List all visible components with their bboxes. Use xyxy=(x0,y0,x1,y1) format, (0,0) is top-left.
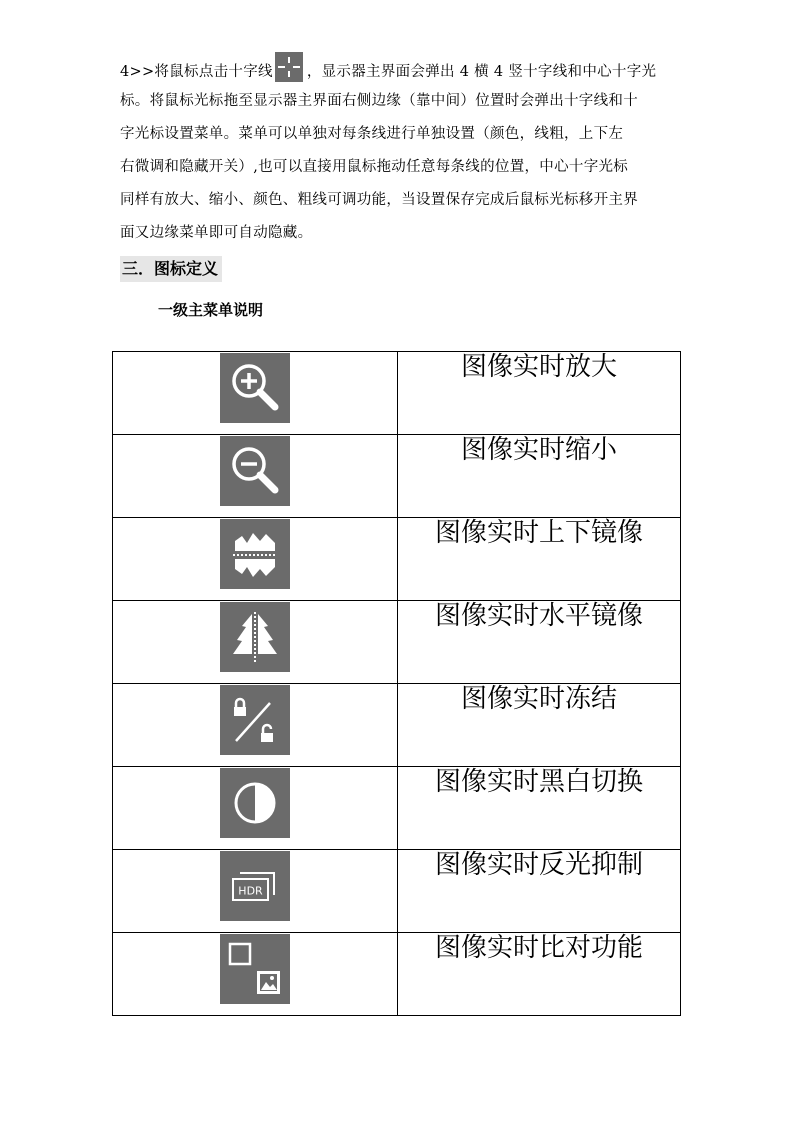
horizontal-mirror-icon xyxy=(220,602,290,672)
description-paragraph xyxy=(120,52,675,250)
paragraph-line-6: 面又边缘菜单即可自动隐藏。 xyxy=(120,225,313,241)
table-row xyxy=(113,352,681,435)
icon-label: 图像实时比对功能 xyxy=(398,933,681,1016)
icon-definition-table xyxy=(112,351,681,1016)
icon-label: 图像实时上下镜像 xyxy=(398,518,681,601)
paragraph-line-5: 同样有放大、缩小、颜色、粗线可调功能，当设置保存完成后鼠标光标移开主界 xyxy=(120,192,638,208)
table-row xyxy=(113,601,681,684)
paragraph-line-1: 4>>将鼠标点击十字线 ，显示器主界面会弹出 4 横 4 竖十字线和中心十字光 xyxy=(120,52,675,85)
hdr-text: HDR xyxy=(238,884,263,898)
icon-label: 图像实时反光抑制 xyxy=(398,850,681,933)
table-row xyxy=(113,518,681,601)
icon-label: 图像实时黑白切换 xyxy=(398,767,681,850)
icon-label: 图像实时水平镜像 xyxy=(398,601,681,684)
table-row xyxy=(113,435,681,518)
zoom-in-icon xyxy=(220,353,290,423)
zoom-out-icon xyxy=(220,436,290,506)
table-row xyxy=(113,684,681,767)
freeze-lock-icon xyxy=(220,685,290,755)
section-subheading: 一级主菜单说明 xyxy=(158,301,264,319)
hdr-icon xyxy=(220,851,290,921)
vertical-mirror-icon xyxy=(220,519,290,589)
paragraph-line-2: 标。将鼠标光标拖至显示器主界面右侧边缘（靠中间）位置时会弹出十字线和十 xyxy=(120,93,638,109)
icon-label: 图像实时冻结 xyxy=(398,684,681,767)
icon-label: 图像实时缩小 xyxy=(398,435,681,518)
paragraph-line-3: 字光标设置菜单。菜单可以单独对每条线进行单独设置（颜色，线粗，上下左 xyxy=(120,126,624,142)
icon-label: 图像实时放大 xyxy=(398,352,681,435)
paragraph-line-4: 右微调和隐藏开关）,也可以直接用鼠标拖动任意每条线的位置，中心十字光标 xyxy=(120,159,629,175)
crosshair-icon xyxy=(275,52,303,82)
contrast-icon xyxy=(220,768,290,838)
table-row xyxy=(113,850,681,933)
table-row xyxy=(113,767,681,850)
section-heading: 三．图标定义 xyxy=(120,256,222,282)
compare-icon xyxy=(220,934,290,1004)
table-row xyxy=(113,933,681,1016)
